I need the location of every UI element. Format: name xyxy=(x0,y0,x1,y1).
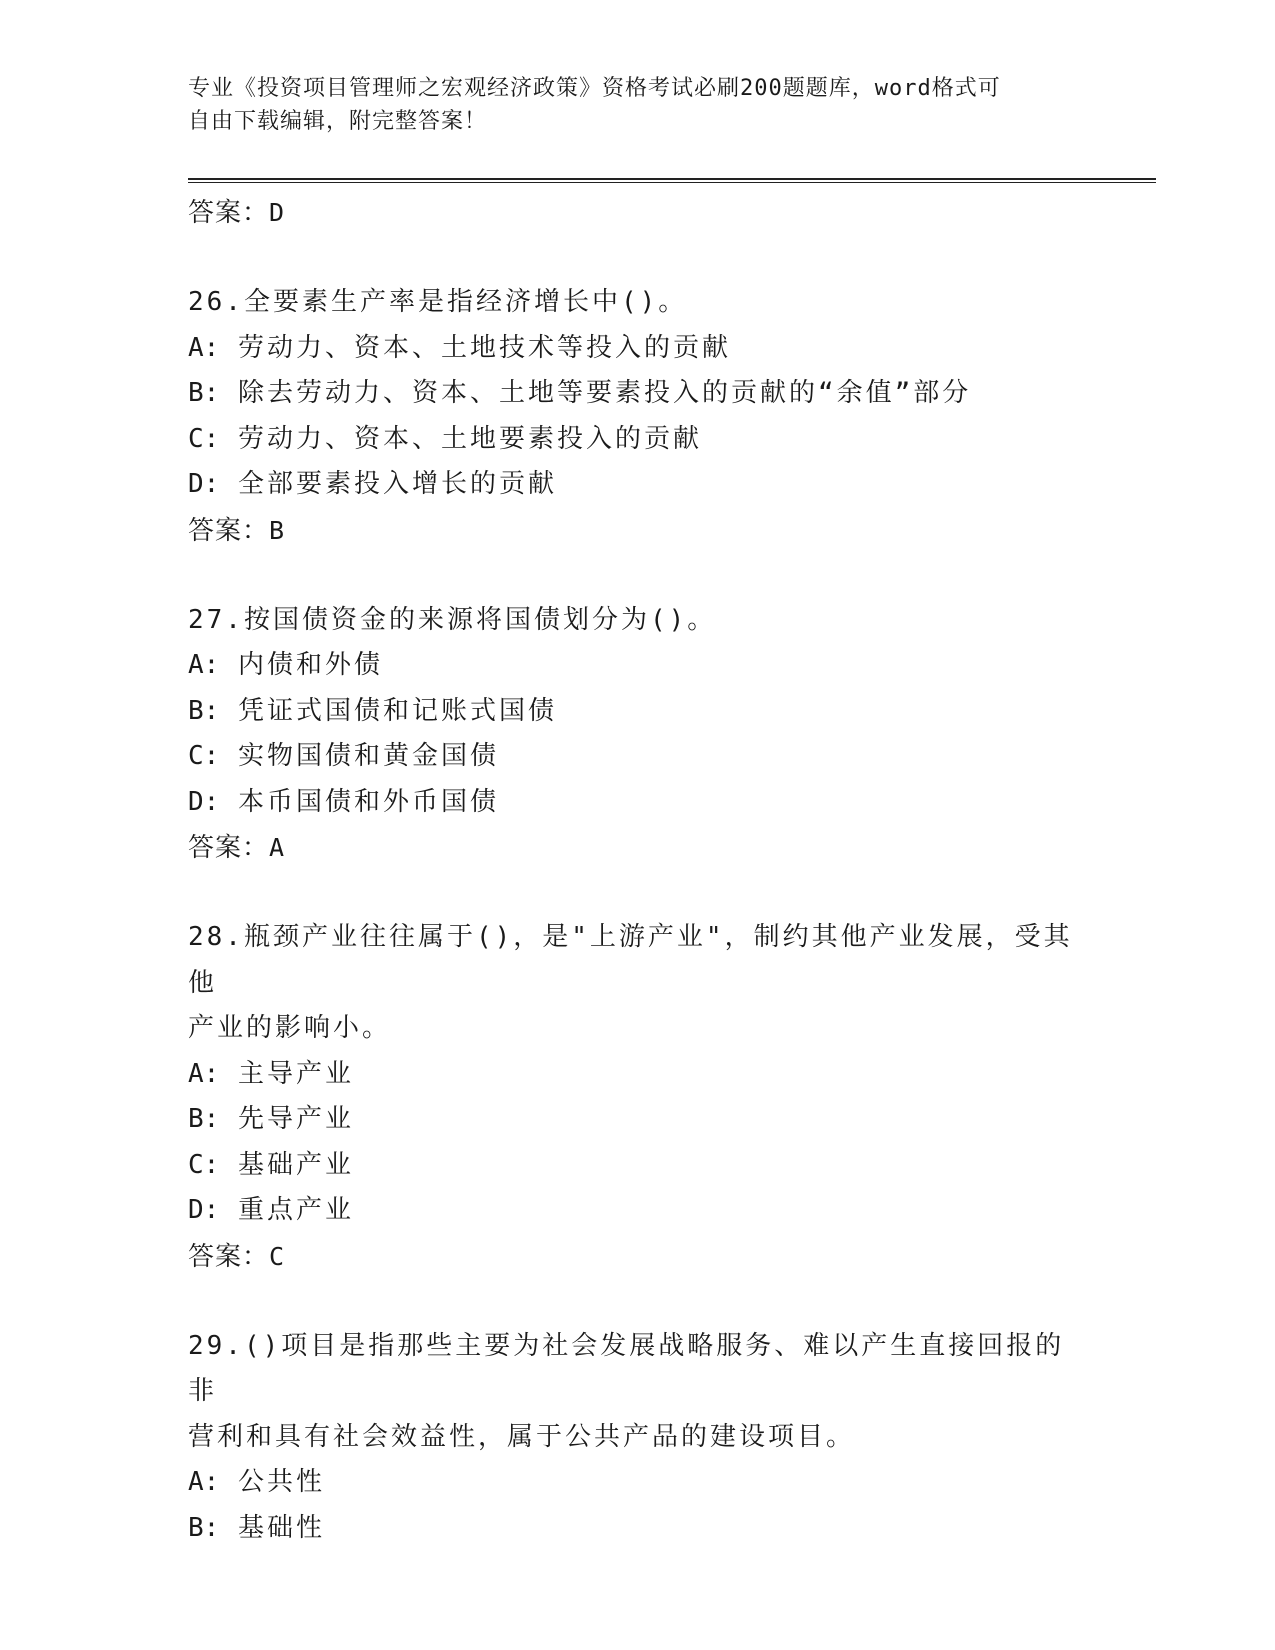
option-text: 内债和外债 xyxy=(237,650,383,680)
header-divider xyxy=(188,178,1156,183)
header-line-2: 自由下载编辑，附完整答案！ xyxy=(188,109,488,134)
option-a xyxy=(188,643,1088,689)
option-c xyxy=(188,734,1088,780)
option-text: 劳动力、资本、土地要素投入的贡献 xyxy=(237,423,702,454)
option-b xyxy=(188,1506,1088,1552)
option-key: B: xyxy=(188,1104,220,1134)
option-c xyxy=(188,1143,1088,1189)
option-d xyxy=(188,780,1088,826)
question-text: 27.按国债资金的来源将国债划分为()。 xyxy=(188,604,717,635)
answer-line xyxy=(188,1234,1088,1280)
question-block xyxy=(188,1324,1088,1552)
header-line-1: 专业《投资项目管理师之宏观经济政策》资格考试必刷200题题库，word格式可 xyxy=(188,76,1001,101)
option-text: 基础产业 xyxy=(237,1149,354,1180)
answer-label: 答案： xyxy=(188,198,270,228)
answer-value: A xyxy=(269,833,286,862)
question-text: 29.()项目是指那些主要为社会发展战略服务、难以产生直接回报的非 xyxy=(188,1330,1065,1406)
option-key: B: xyxy=(188,1512,220,1543)
option-text: 除去劳动力、资本、土地等要素投入的贡献的“余值”部分 xyxy=(237,378,972,408)
option-a xyxy=(188,326,1088,372)
option-b xyxy=(188,1097,1088,1143)
option-b xyxy=(188,689,1088,735)
option-text: 实物国债和黄金国债 xyxy=(237,741,499,771)
option-text: 全部要素投入增长的贡献 xyxy=(237,469,557,499)
option-text: 先导产业 xyxy=(237,1104,354,1134)
option-key: A: xyxy=(188,1467,220,1497)
option-key: C: xyxy=(188,423,220,454)
option-key: B: xyxy=(188,378,220,408)
question-text-continued: 产业的影响小。 xyxy=(188,1013,392,1043)
option-text: 基础性 xyxy=(237,1512,325,1543)
option-d xyxy=(188,462,1088,508)
option-key: C: xyxy=(188,741,220,771)
option-text: 公共性 xyxy=(237,1467,325,1497)
option-c xyxy=(188,417,1088,463)
answer-label: 答案： xyxy=(188,1241,270,1272)
question-text-continued: 营利和具有社会效益性，属于公共产品的建设项目。 xyxy=(188,1421,856,1452)
option-text: 劳动力、资本、土地技术等投入的贡献 xyxy=(237,332,731,363)
question-text: 28.瓶颈产业往往属于()，是"上游产业"，制约其他产业发展，受其他 xyxy=(188,922,1073,998)
answer-line xyxy=(188,508,1088,554)
answer-label: 答案： xyxy=(188,833,270,863)
answer-value: D xyxy=(269,198,286,227)
question-text: 26.全要素生产率是指经济增长中()。 xyxy=(188,287,688,317)
answer-value: B xyxy=(269,515,286,545)
question-list xyxy=(188,190,1088,1551)
option-b xyxy=(188,371,1088,417)
option-key: C: xyxy=(188,1149,220,1180)
option-key: A: xyxy=(188,650,220,680)
answer-label: 答案： xyxy=(188,515,270,546)
option-a xyxy=(188,1460,1088,1506)
option-key: B: xyxy=(188,695,220,726)
question-block xyxy=(188,280,1088,554)
option-a xyxy=(188,1052,1088,1098)
option-key: D: xyxy=(188,469,220,499)
question-block xyxy=(188,598,1088,872)
option-key: A: xyxy=(188,1058,220,1089)
option-text: 主导产业 xyxy=(237,1058,354,1089)
answer-line xyxy=(188,825,1088,871)
option-text: 重点产业 xyxy=(237,1195,354,1225)
answer-line xyxy=(188,190,1088,236)
option-key: D: xyxy=(188,786,220,817)
option-d xyxy=(188,1188,1088,1234)
option-text: 本币国债和外币国债 xyxy=(237,786,499,817)
answer-value: C xyxy=(269,1241,286,1271)
option-key: D: xyxy=(188,1195,220,1225)
question-block xyxy=(188,915,1088,1280)
document-header xyxy=(188,72,1088,138)
option-text: 凭证式国债和记账式国债 xyxy=(237,695,557,726)
option-key: A: xyxy=(188,332,220,363)
